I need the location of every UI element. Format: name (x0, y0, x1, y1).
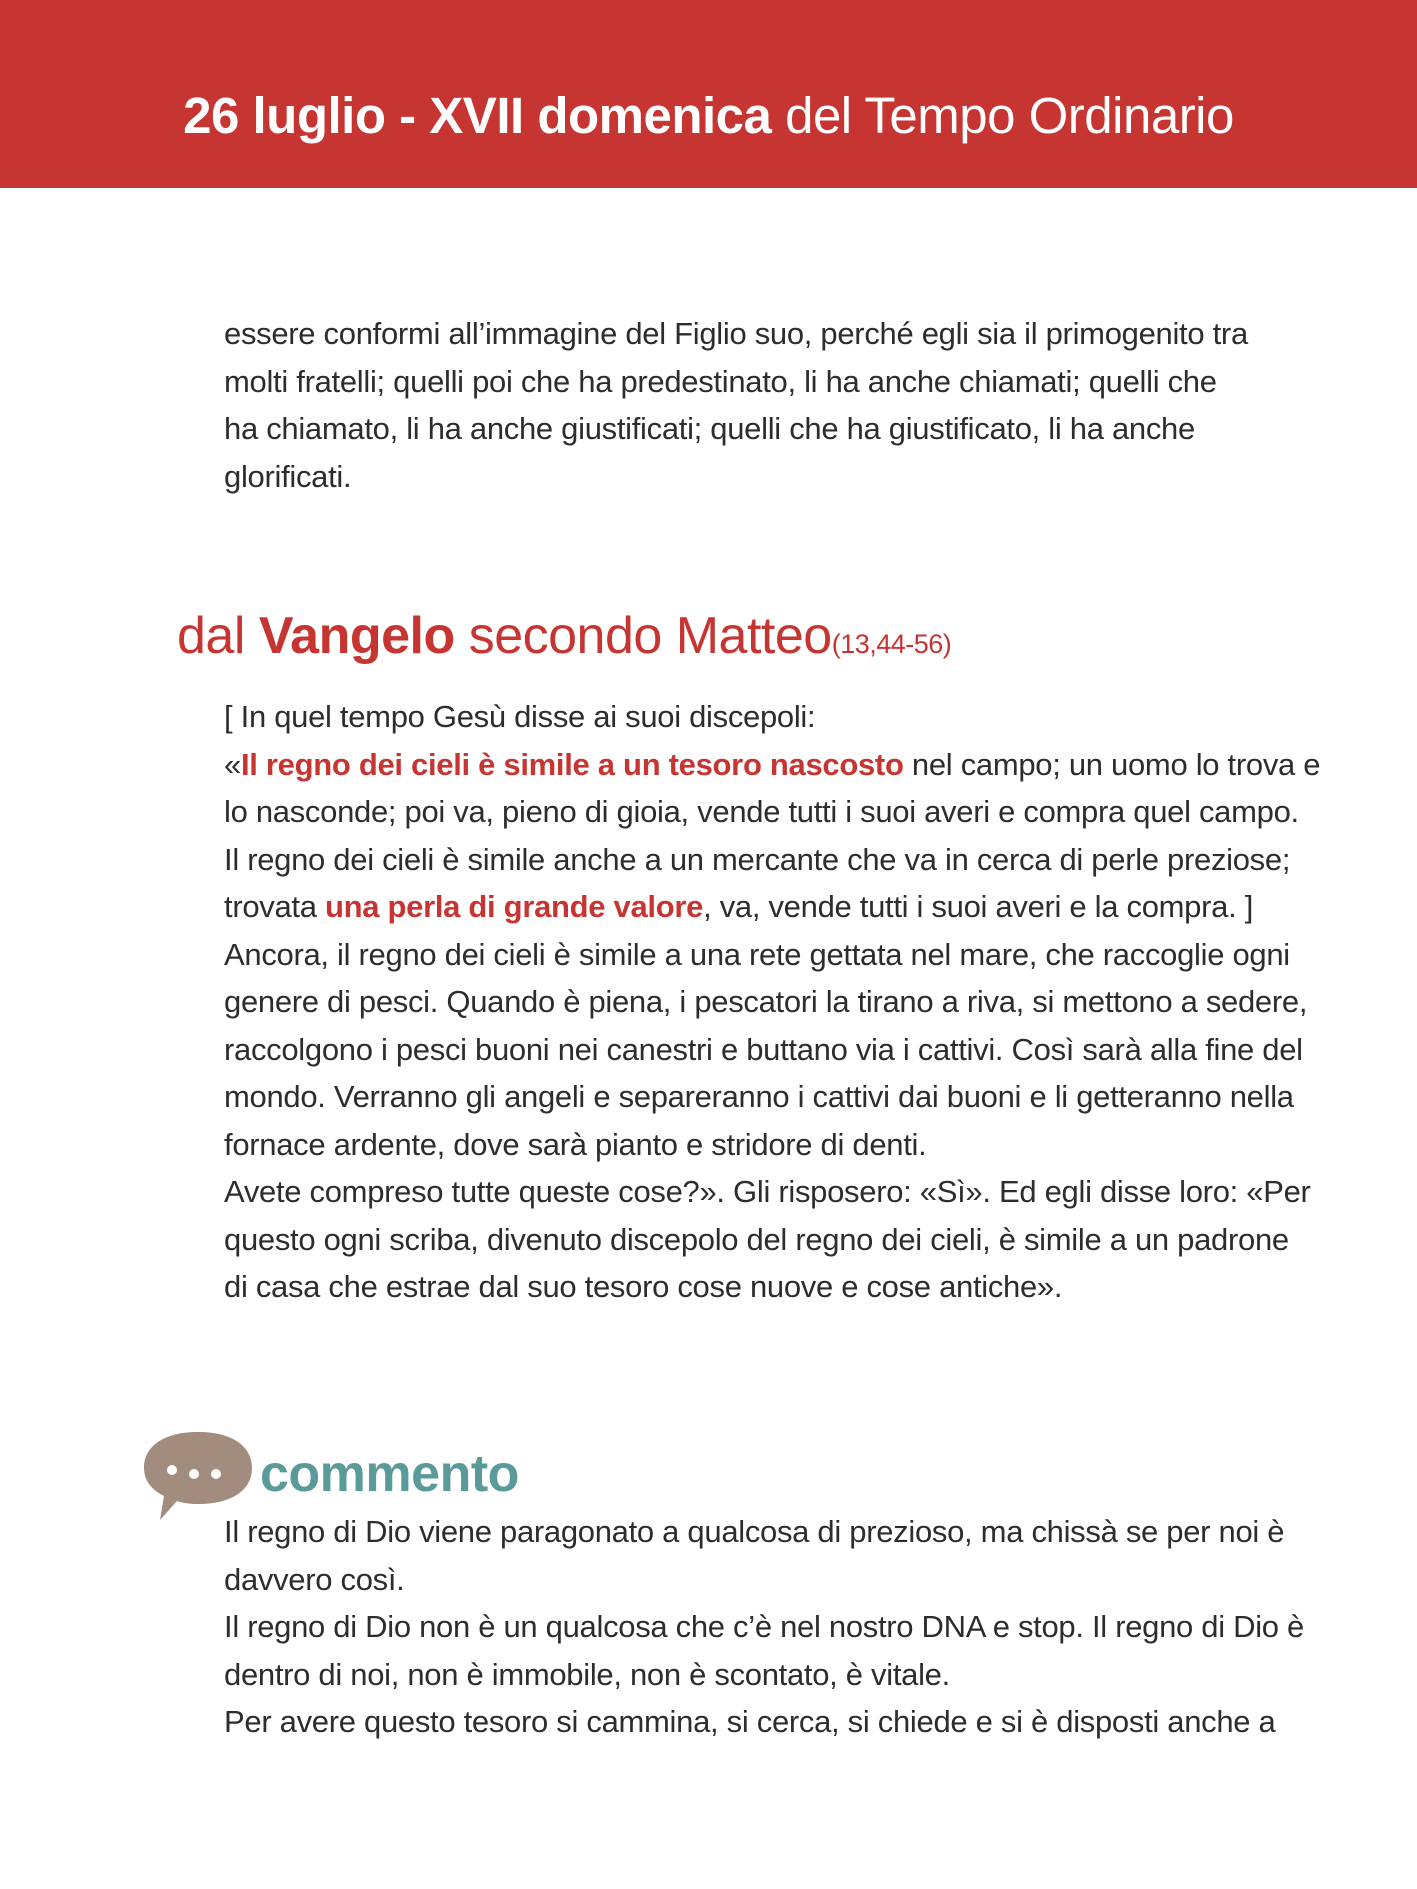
reading-line: glorificati. (224, 458, 352, 494)
page-header (0, 0, 1417, 188)
comment-line: Per avere questo tesoro si cammina, si cerca, si chiede e si è disposti anche a (224, 1704, 1276, 1739)
header-subtitle: del Tempo Ordinario (771, 87, 1234, 144)
comment-line: Il regno di Dio viene paragonato a qualcosa di prezioso, ma chissà se per noi è (224, 1514, 1285, 1549)
reading-line: ha chiamato, li ha anche giustificati; quelli che ha giustificato, li ha anche (224, 411, 1195, 446)
gospel-highlight-pearl: una perla di grande valore (324, 889, 704, 924)
gospel-heading (177, 596, 951, 676)
reading-line: essere conformi all’immagine del Figlio suo, perché egli sia il primogenito tra (224, 316, 1248, 351)
gospel-heading-bold: Vangelo (258, 607, 455, 665)
reading-line: molti fratelli; quelli poi che ha predestinato, li ha anche chiamati; quelli che (224, 363, 1217, 399)
gospel-heading-post: secondo Matteo (454, 607, 832, 665)
comment-text (224, 1508, 1305, 1746)
comment-line: Il regno di Dio non è un qualcosa che c’è nel nostro DNA e stop. Il regno di Dio è (224, 1609, 1305, 1644)
gospel-text (224, 693, 1321, 1311)
gospel-line-rest: nel campo; un uomo lo trova e (903, 746, 1321, 782)
gospel-line: di casa che estrae dal suo tesoro cose nuove e cose antiche». (224, 1269, 1063, 1304)
gospel-line: mondo. Verranno gli angeli e separeranno i cattivi dai buoni e li getteranno nella (224, 1079, 1294, 1114)
gospel-line: fornace ardente, dove sarà pianto e stridore di denti. (224, 1126, 927, 1162)
gospel-line (224, 741, 1321, 789)
gospel-line: [ In quel tempo Gesù disse ai suoi discepoli: (224, 699, 816, 734)
gospel-quote-open: « (224, 746, 241, 782)
comment-line: dentro di noi, non è immobile, non è scontato, è vitale. (224, 1656, 950, 1692)
gospel-line (224, 883, 1254, 931)
gospel-heading-pre: dal (177, 607, 259, 665)
gospel-line: Ancora, il regno dei cieli è simile a una rete gettata nel mare, che raccoglie ogni (224, 936, 1290, 972)
gospel-line: Avete compreso tutte queste cose?». Gli risposero: «Sì». Ed egli disse loro: «Per (224, 1174, 1311, 1209)
reading-tail (224, 310, 1248, 500)
header-date: 26 luglio - XVII domenica (183, 87, 772, 144)
gospel-line: questo ogni scriba, divenuto discepolo del regno dei cieli, è simile a un padrone (224, 1221, 1289, 1257)
gospel-reference: (13,44-56) (831, 629, 952, 659)
gospel-line-rest: , va, vende tutti i suoi averi e la compra. ] (703, 889, 1254, 924)
gospel-line: lo nasconde; poi va, pieno di gioia, vende tutti i suoi averi e compra quel campo. (224, 794, 1299, 829)
comment-line: davvero così. (224, 1561, 405, 1597)
gospel-line: genere di pesci. Quando è piena, i pescatori la tirano a riva, si mettono a sedere, (224, 984, 1308, 1019)
gospel-line: Il regno dei cieli è simile anche a un mercante che va in cerca di perle preziose; (224, 841, 1291, 877)
gospel-highlight-treasure: Il regno dei cieli è simile a un tesoro nascosto (240, 746, 904, 782)
gospel-line-start: trovata (224, 889, 325, 924)
gospel-line: raccolgono i pesci buoni nei canestri e buttano via i cattivi. Così sarà alla fine del (224, 1031, 1303, 1067)
comment-title: commento (260, 1445, 519, 1503)
